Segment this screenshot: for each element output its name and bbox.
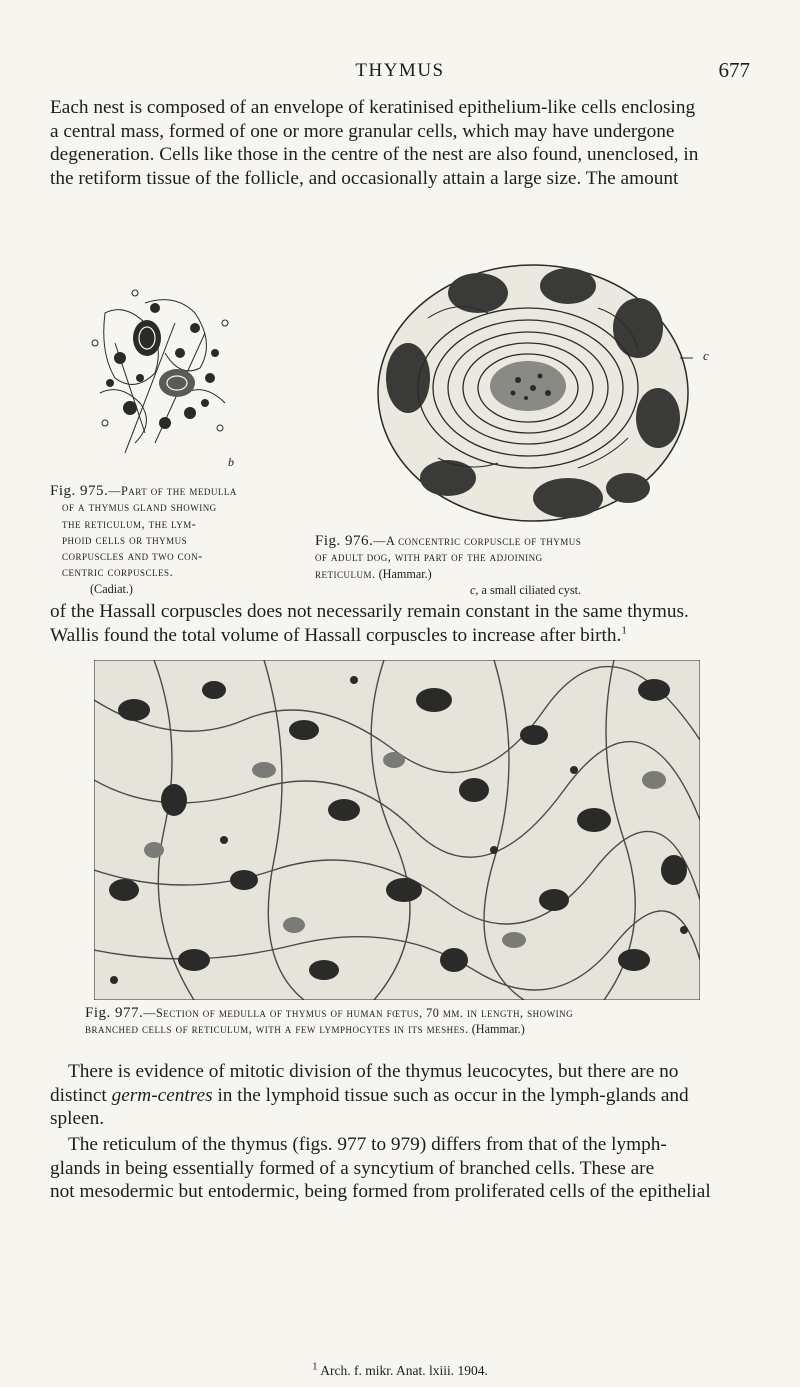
p3-line: in the lymphoid tissue such as occur in the lymph-glands and: [217, 1084, 689, 1106]
figure-976-illustration: [368, 258, 698, 530]
fig977-credit: (Hammar.): [471, 1022, 525, 1037]
footnote-marker: 1: [312, 1360, 318, 1373]
p3-italic: germ-centres: [111, 1084, 213, 1106]
fig975-marker: b: [228, 455, 234, 469]
fig977-label: Fig. 977.: [85, 1005, 144, 1021]
fig976-credit: (Hammar.): [378, 566, 432, 581]
fig975-credit: (Cadiat.): [90, 581, 133, 596]
fig976-marker: c: [703, 348, 709, 363]
p1-line: the retiform tissue of the follicle, and occasionally attain a large size. The amount: [50, 167, 679, 189]
page-number: 677: [718, 58, 750, 82]
footnote-text: Arch. f. mikr. Anat. lxiii. 1904.: [320, 1363, 488, 1378]
running-title: THYMUS: [355, 60, 445, 81]
footnote: [0, 1360, 800, 1379]
p3-line: spleen.: [50, 1108, 105, 1129]
fig975-drawing: [85, 283, 245, 473]
fig976-caption-line: of adult dog, with part of the adjoining: [315, 550, 543, 565]
fig975-caption-line: of a thymus gland showing: [62, 500, 217, 515]
fig976-drawing: [368, 258, 698, 530]
p1-line: a central mass, formed of one or more granular cells, which may have undergone: [50, 120, 675, 142]
figure-975-illustration: [85, 283, 245, 473]
fig976-subnote-text: , a small ciliated cyst.: [475, 582, 582, 597]
fig977-caption-line: branched cells of reticulum, with a few lymphocytes in its meshes.: [85, 1022, 469, 1037]
p3-line: distinct: [50, 1084, 107, 1106]
p4-line: The reticulum of the thymus (figs. 977 to 979) differs from that of the lymph-: [68, 1134, 667, 1155]
fig977-caption-line: —Section of medulla of thymus of human fœtus, 70 mm. in length, showing: [143, 1006, 574, 1020]
figure-977-caption: [85, 1005, 735, 1038]
fig975-caption-line: corpuscles and two con-: [62, 549, 203, 564]
footnote-ref: 1: [621, 624, 627, 637]
paragraph-4: [50, 1133, 754, 1204]
fig975-caption-line: —Part of the medulla: [108, 484, 237, 498]
paragraph-2: [50, 600, 754, 647]
figure-976-caption: [315, 533, 745, 598]
figure-977-illustration: [94, 660, 700, 1000]
fig975-caption-line: centric corpuscles.: [62, 565, 174, 580]
p1-line: Each nest is composed of an envelope of keratinised epithelium-like cells enclosing: [50, 97, 696, 118]
fig976-label: Fig. 976.: [315, 533, 374, 549]
figure-975-caption: [50, 483, 282, 597]
fig976-caption-line: reticulum.: [315, 566, 376, 581]
paragraph-3: [50, 1060, 754, 1131]
p4-line: not mesodermic but entodermic, being formed from proliferated cells of the epithelial: [50, 1181, 711, 1202]
fig975-caption-line: phoid cells or thymus: [62, 532, 188, 547]
fig975-caption-line: the reticulum, the lym-: [62, 516, 197, 531]
p2-line: Wallis found the total volume of Hassall corpuscles to increase after birth.: [50, 624, 622, 646]
p3-line: There is evidence of mitotic division of the thymus leucocytes, but there are no: [68, 1061, 679, 1082]
p4-line: glands in being essentially formed of a syncytium of branched cells. These are: [50, 1157, 655, 1179]
p2-line: of the Hassall corpuscles does not necessarily remain constant in the same thymus.: [50, 601, 689, 622]
fig975-label: Fig. 975.: [50, 483, 109, 499]
fig976-caption-line: —A concentric corpuscle of thymus: [373, 534, 582, 548]
fig977-drawing: [94, 660, 700, 1000]
p1-line: degeneration. Cells like those in the centre of the nest are also found, unenclosed, in: [50, 144, 699, 165]
paragraph-1: [50, 96, 754, 190]
fig976-subnote-letter: c: [470, 582, 476, 597]
